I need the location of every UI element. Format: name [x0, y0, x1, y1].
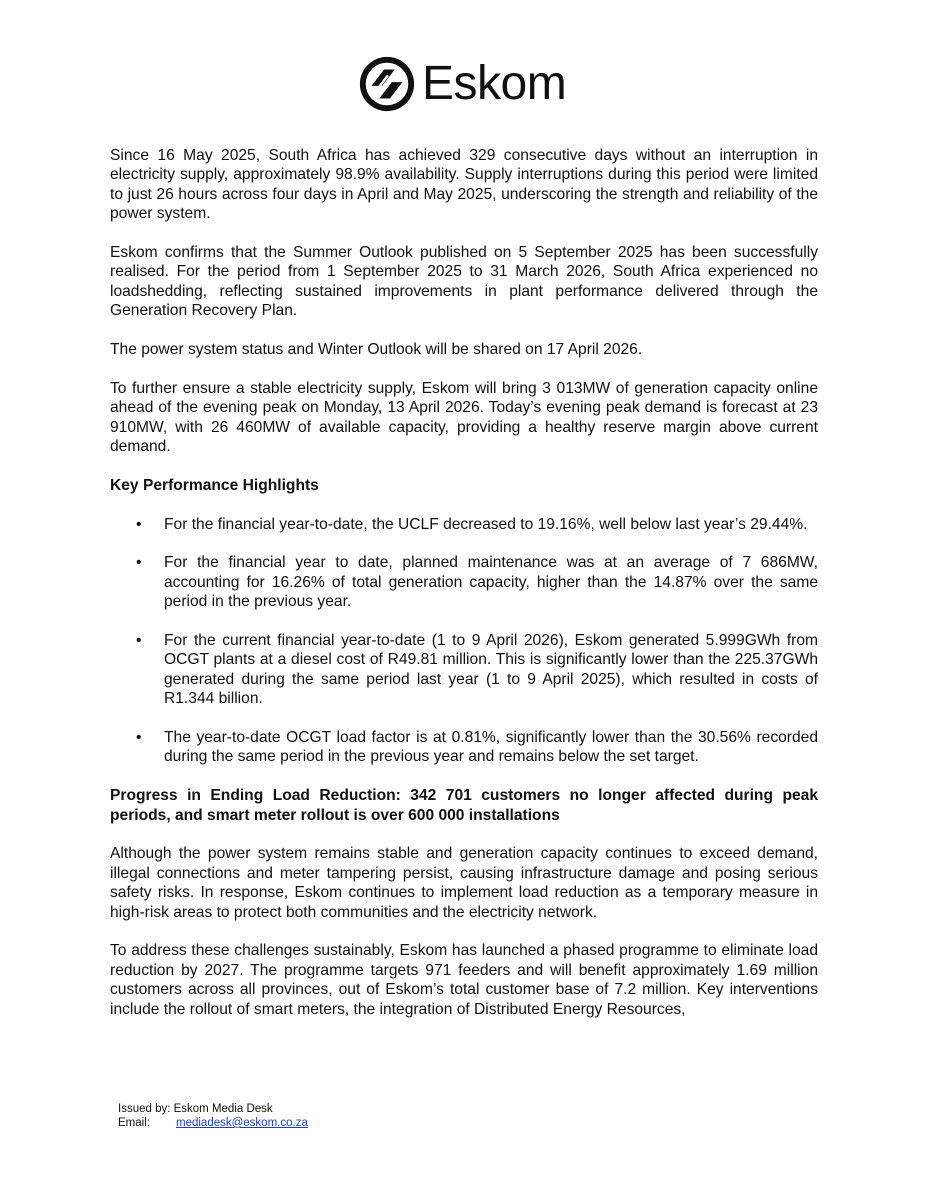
eskom-logo-icon: [358, 55, 416, 113]
footer: [118, 1102, 308, 1130]
paragraph-illegal-connections: Although the power system remains stable and generation capacity continues to exceed demand, illegal connections and meter tampering persist, causing infrastructure damage and posing serious safety risks. In response, Eskom continues to implement load reduction as a temporary measure in high-risk areas to protect both communities and the electricity network.: [110, 845, 818, 921]
bullet-icon: •: [136, 729, 142, 747]
highlights-heading: Key Performance Highlights: [110, 476, 319, 494]
paragraph-summer-outlook: Eskom confirms that the Summer Outlook published on 5 September 2025 has been successfully realised. For the period from 1 September 2025 to 31 March 2026, South Africa experienced no loadshedding, reflecting sustained improvements in plant performance delivered through the Generation Recovery Plan.: [110, 244, 818, 320]
highlight-item: • For the financial year to date, planned maintenance was at an average of 7 686MW, accounting for 16.26% of total generation capacity, higher than the 14.87% over the same period in the previous year.: [136, 554, 818, 611]
press-release-body: [110, 146, 818, 1019]
email-link[interactable]: mediadesk@eskom.co.za: [176, 1117, 308, 1129]
highlight-item: • The year-to-date OCGT load factor is at 0.81%, significantly lower than the 30.56% recorded during the same period in the previous year and remains below the set target.: [136, 729, 818, 766]
eskom-wordmark: Eskom: [422, 57, 567, 110]
bullet-icon: •: [136, 554, 142, 572]
load-reduction-heading: Progress in Ending Load Reduction: 342 701 customers no longer affected during peak periods, and smart meter rollout is over 600 000 installations: [110, 787, 818, 824]
paragraph-capacity: To further ensure a stable electricity supply, Eskom will bring 3 013MW of generation capacity online ahead of the evening peak on Monday, 13 April 2026. Today’s evening peak demand is forecast at 23 910MW, with 26 460MW of available capacity, providing a healthy reserve margin above current demand.: [110, 379, 818, 456]
highlight-item: • For the financial year-to-date, the UCLF decreased to 19.16%, well below last year’s 29.44%.: [136, 515, 808, 533]
paragraph-supply-record: Since 16 May 2025, South Africa has achieved 329 consecutive days without an interruption in electricity supply, approximately 98.9% availability. Supply interruptions during this period were limited to just 26 hours across four days in April and May 2025, underscoring the strength and reliability of the power system.: [110, 147, 818, 223]
email-label: Email:: [118, 1117, 150, 1129]
paragraph-phased-programme: To address these challenges sustainably, Eskom has launched a phased programme to eliminate load reduction by 2027. The programme targets 971 feeders and will benefit approximately 1.69 million customers across all provinces, out of Eskom’s total customer base of 7.2 million. Key interventions include the rollout of smart meters, the integration of Distributed Energy Resources,: [110, 942, 818, 1018]
highlights-list: [110, 515, 818, 767]
paragraph-winter-outlook: The power system status and Winter Outlook will be shared on 17 April 2026.: [110, 341, 643, 359]
eskom-logo: [358, 54, 573, 114]
highlight-item: • For the current financial year-to-date (1 to 9 April 2026), Eskom generated 5.999GWh from OCGT plants at a diesel cost of R49.81 million. This is significantly lower than the 225.37GWh generated during the same period last year (1 to 9 April 2025), which resulted in costs of R1.344 billion.: [136, 632, 818, 708]
issued-by: Issued by: Eskom Media Desk: [118, 1103, 273, 1115]
bullet-icon: •: [136, 632, 142, 650]
bullet-icon: •: [136, 515, 142, 533]
